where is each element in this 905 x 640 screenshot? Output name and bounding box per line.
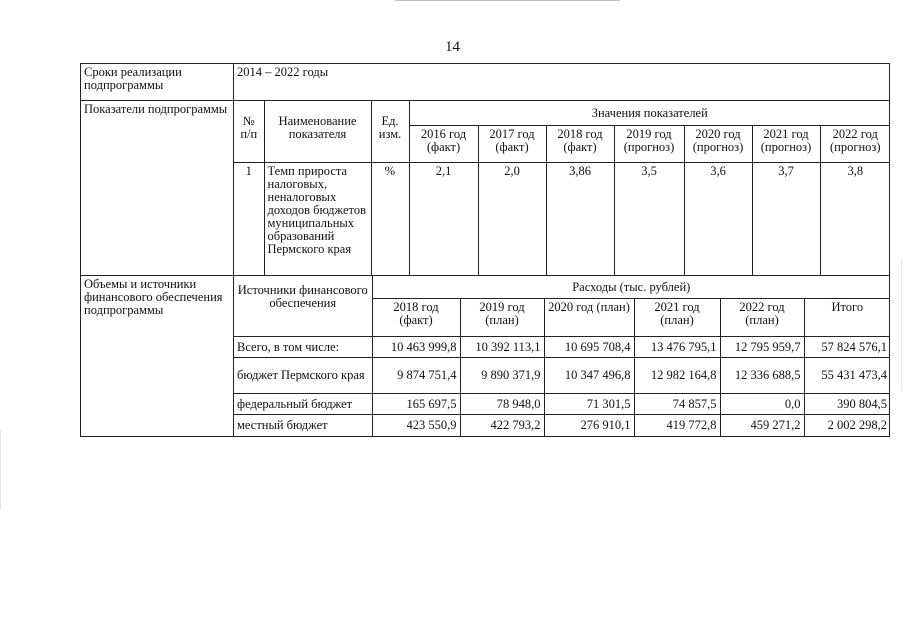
table-row — [234, 358, 890, 394]
expense-value: 74 857,5 — [634, 394, 720, 415]
expense-value: 12 336 688,5 — [720, 358, 804, 394]
year-header: 2016 год (факт) — [409, 126, 478, 163]
source-label: федеральный бюджет — [234, 394, 372, 415]
year-header: 2020 год (план) — [544, 299, 634, 337]
expense-value: 10 463 999,8 — [372, 337, 460, 358]
expense-total: 57 824 576,1 — [804, 337, 890, 358]
expense-value: 12 982 164,8 — [634, 358, 720, 394]
expense-value: 10 695 708,4 — [544, 337, 634, 358]
expense-value: 423 550,9 — [372, 415, 460, 436]
year-header: 2021 год (прогноз) — [752, 126, 820, 163]
expense-value: 10 347 496,8 — [544, 358, 634, 394]
expense-total: 2 002 298,2 — [804, 415, 890, 436]
expense-value: 12 795 959,7 — [720, 337, 804, 358]
table-row — [234, 163, 890, 276]
indicator-value: 3,5 — [614, 163, 684, 276]
source-label: местный бюджет — [234, 415, 372, 436]
year-header: 2020 год (прогноз) — [684, 126, 752, 163]
expenses-header: Расходы (тыс. рублей) — [372, 276, 890, 299]
col-source-header: Источники финансового обеспечения — [234, 276, 372, 337]
expense-value: 0,0 — [720, 394, 804, 415]
col-unit-header: Ед. изм. — [371, 101, 409, 163]
year-header: 2022 год (прогноз) — [820, 126, 890, 163]
table-row — [234, 415, 890, 436]
finance-cell — [234, 276, 890, 437]
expense-total: 390 804,5 — [804, 394, 890, 415]
indicators-cell — [234, 101, 890, 276]
indicator-value: 2,1 — [409, 163, 478, 276]
terms-value: 2014 – 2022 годы — [234, 64, 890, 101]
year-header: 2022 год (план) — [720, 299, 804, 337]
table-row — [234, 394, 890, 415]
terms-label: Сроки реализации подпрограммы — [81, 64, 234, 101]
indicator-num: 1 — [234, 163, 264, 276]
source-label: Всего, в том числе: — [234, 337, 372, 358]
indicator-value: 2,0 — [478, 163, 546, 276]
table-row — [234, 337, 890, 358]
year-header: 2019 год (прогноз) — [614, 126, 684, 163]
source-label: бюджет Пермского края — [234, 358, 372, 394]
expense-value: 10 392 113,1 — [460, 337, 544, 358]
indicators-row — [81, 101, 890, 276]
expense-value: 9 890 371,9 — [460, 358, 544, 394]
finance-table — [234, 276, 890, 436]
total-header: Итого — [804, 299, 890, 337]
expense-value: 9 874 751,4 — [372, 358, 460, 394]
scan-edge-mark — [901, 260, 902, 390]
indicators-table — [234, 101, 890, 275]
scan-edge-mark — [0, 430, 1, 510]
year-header: 2021 год (план) — [634, 299, 720, 337]
expense-value: 459 271,2 — [720, 415, 804, 436]
expense-value: 419 772,8 — [634, 415, 720, 436]
year-header: 2019 год (план) — [460, 299, 544, 337]
expense-value: 13 476 795,1 — [634, 337, 720, 358]
expense-total: 55 431 473,4 — [804, 358, 890, 394]
terms-row — [81, 64, 890, 101]
col-num-header: № п/п — [234, 101, 264, 163]
values-header: Значения показателей — [409, 101, 890, 126]
col-name-header: Наименование показателя — [264, 101, 371, 163]
year-header: 2018 год (факт) — [372, 299, 460, 337]
finance-label: Объемы и источники финансового обеспечения подпрограммы — [81, 276, 234, 437]
finance-row — [81, 276, 890, 437]
indicator-value: 3,7 — [752, 163, 820, 276]
expense-value: 422 793,2 — [460, 415, 544, 436]
indicator-value: 3,86 — [546, 163, 614, 276]
expense-value: 165 697,5 — [372, 394, 460, 415]
expense-value: 276 910,1 — [544, 415, 634, 436]
indicator-value: 3,6 — [684, 163, 752, 276]
indicator-unit: % — [371, 163, 409, 276]
year-header: 2018 год (факт) — [546, 126, 614, 163]
indicator-name: Темп прироста налоговых, неналоговых доходов бюджетов муниципальных образований Пермского края — [264, 163, 371, 276]
scan-top-rule — [395, 0, 620, 1]
year-header: 2017 год (факт) — [478, 126, 546, 163]
expense-value: 71 301,5 — [544, 394, 634, 415]
page-number: 14 — [445, 39, 460, 55]
indicators-label: Показатели подпрограммы — [81, 101, 234, 276]
passport-table — [80, 63, 890, 437]
expense-value: 78 948,0 — [460, 394, 544, 415]
indicator-value: 3,8 — [820, 163, 890, 276]
